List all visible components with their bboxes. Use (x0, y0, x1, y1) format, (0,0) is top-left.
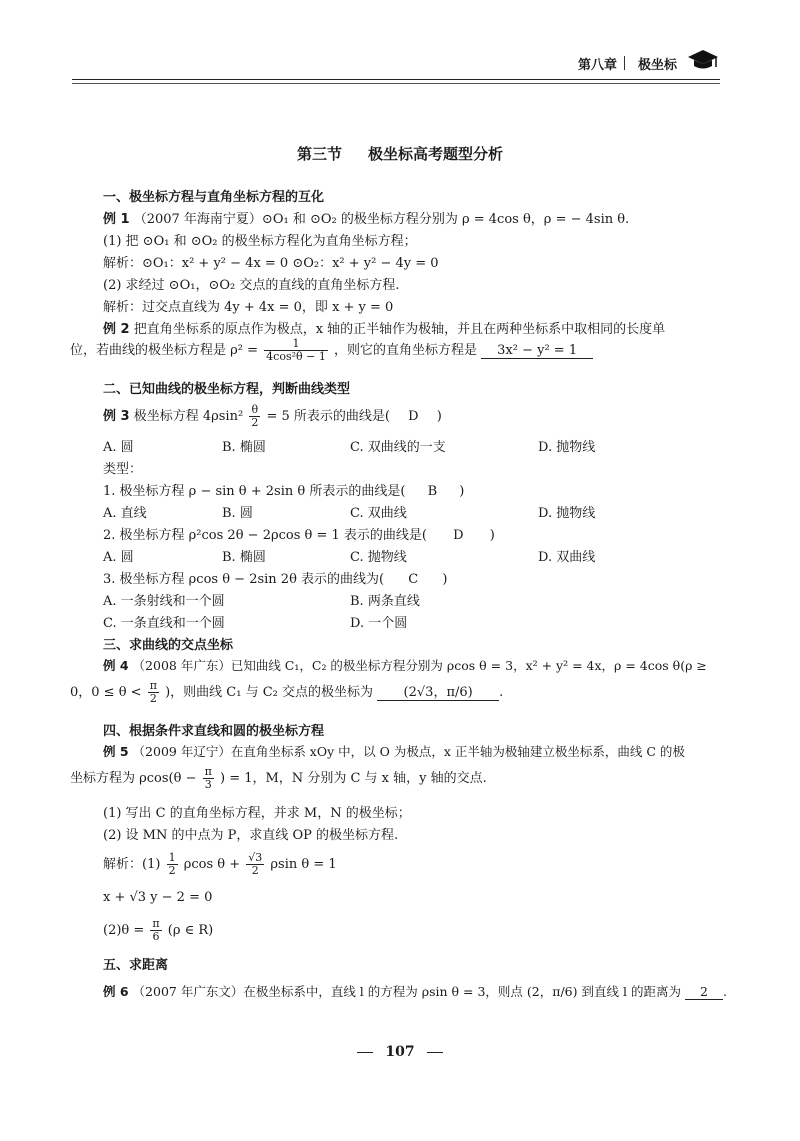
section-heading-2: 二、已知曲线的极坐标方程，判断曲线类型 (103, 382, 351, 397)
question-2-text: 2. 极坐标方程 ρ²cos 2θ − 2ρcos θ = 1 表示的曲线是( (103, 528, 427, 543)
graduation-cap-icon (686, 48, 720, 72)
option-a: A. 直线 (103, 506, 147, 521)
section-heading-1: 一、极坐标方程与直角坐标方程的互化 (103, 190, 325, 205)
example-4-text-b: )，则曲线 C₁ 与 C₂ 交点的极坐标为 (165, 685, 373, 700)
example-3-text-a: 极坐标方程 4ρsin² (133, 409, 244, 424)
example-2-text-a: 位，若曲线的极坐标方程是 ρ² = (70, 343, 259, 358)
period: . (722, 984, 727, 999)
example-6 (103, 982, 727, 1000)
example-1-answer-2: 解析：过交点直线为 4y + 4x = 0，即 x + y = 0 (103, 300, 394, 315)
solution-1 (103, 852, 337, 877)
choice-answer: B (427, 484, 438, 499)
option-a: A. 圆 (103, 550, 134, 565)
header-rule-thin (72, 83, 720, 84)
section-number: 第三节 (296, 145, 342, 163)
choice-answer: D (408, 409, 419, 424)
example-label: 例 5 (103, 744, 129, 759)
paren-close: ) (489, 528, 495, 543)
example-label: 例 2 (103, 322, 130, 337)
solution-label: 解析：(1) (103, 857, 161, 872)
answer-blank: (2√3，π/6) (377, 681, 499, 701)
example-label: 例 1 (103, 212, 130, 227)
solution-1-line-2: x + √3 y − 2 = 0 (103, 890, 213, 905)
section-name: 极坐标高考题型分析 (368, 145, 504, 163)
example-5-question-2: (2) 设 MN 的中点为 P，求直线 OP 的极坐标方程. (103, 828, 399, 843)
option-b: B. 圆 (222, 506, 253, 521)
example-6-point: (2，π/6) (526, 984, 578, 999)
question-1-text: 1. 极坐标方程 ρ − sin θ + 2sin θ 所表示的曲线是( (103, 484, 406, 499)
example-5-text-a: 坐标方程为 ρcos(θ − (70, 771, 197, 786)
choice-answer: C (408, 572, 419, 587)
fraction: $\frac{1}{\text{4cos²θ − 1}}$ (266, 337, 326, 363)
type-label: 类型： (103, 462, 143, 477)
question-3-text: 3. 极坐标方程 ρcos θ − 2sin 2θ 表示的曲线为( (103, 572, 385, 587)
example-1 (103, 208, 629, 227)
page-number: 107 (385, 1044, 415, 1060)
example-1-text: （2007 年海南宁夏）⊙O₁ 和 ⊙O₂ 的极坐标方程分别为 ρ = 4cos θ，ρ = − 4sin θ. (133, 212, 630, 227)
example-label: 例 4 (103, 658, 129, 673)
solution-2-text-a: (2)θ = (103, 923, 145, 938)
answer-blank: 3x² − y² = 1 (481, 343, 593, 359)
example-6-text-b: 到直线 l 的距离为 (581, 984, 681, 999)
paren-close: ) (442, 572, 448, 587)
section-heading-5: 五、求距离 (103, 958, 169, 973)
option-d: D. 抛物线 (538, 506, 596, 521)
footer-dash (357, 1052, 373, 1053)
option-c: C. 抛物线 (350, 550, 407, 565)
answer-blank: 2 (685, 984, 723, 1000)
section-heading-3: 三、求曲线的交点坐标 (103, 638, 234, 653)
question-2 (103, 524, 495, 543)
fraction: $\frac{√3}{2}$ (248, 851, 263, 877)
option-c: C. 双曲线 (350, 506, 407, 521)
header-divider (624, 56, 626, 70)
example-5-line-1 (103, 742, 685, 760)
chapter-title: 极坐标 (638, 58, 678, 73)
fraction: $\frac{1}{2}$ (168, 851, 176, 877)
option-d: D. 一个圆 (350, 616, 408, 631)
example-4-text-a: 0，0 ≤ θ < (70, 685, 142, 700)
example-label: 例 3 (103, 409, 130, 424)
example-1-question-2: (2) 求经过 ⊙O₁，⊙O₂ 交点的直线的直角坐标方程. (103, 278, 400, 293)
fraction: $\frac{\theta}{2}$ (251, 403, 259, 429)
option-c: C. 一条直线和一个圆 (103, 616, 225, 631)
example-5-line-2 (70, 766, 487, 791)
header-rule (72, 79, 720, 80)
example-3-text-b: = 5 所表示的曲线是( (266, 409, 390, 424)
option-b: B. 椭圆 (222, 550, 266, 565)
option-c: C. 双曲线的一支 (350, 440, 446, 455)
question-3 (103, 568, 447, 587)
footer-dash (427, 1052, 443, 1053)
page-title (0, 143, 800, 164)
section-heading-4: 四、根据条件求直线和圆的极坐标方程 (103, 724, 325, 739)
option-a: A. 圆 (103, 440, 134, 455)
option-b: B. 椭圆 (222, 440, 266, 455)
example-5-text: （2009 年辽宁）在直角坐标系 xOy 中，以 O 为极点，x 正半轴为极轴建立极坐标系，曲线 C 的极 (132, 744, 685, 759)
example-2-text: 把直角坐标系的原点作为极点，x 轴的正半轴作为极轴，并且在两种坐标系中取相同的长度单 (133, 322, 666, 337)
example-2-line-1 (103, 318, 665, 337)
solution-2 (103, 918, 213, 943)
example-4-line-1 (103, 656, 707, 674)
example-5-question-1: (1) 写出 C 的直角坐标方程，并求 M，N 的极坐标； (103, 806, 411, 821)
example-3 (103, 404, 442, 429)
solution-text-b: ρcos θ + (183, 857, 241, 872)
example-2-text-b: ，则它的直角坐标方程是 (333, 343, 477, 358)
solution-text-c: ρsin θ = 1 (270, 857, 337, 872)
option-d: D. 双曲线 (538, 550, 596, 565)
question-1 (103, 480, 464, 499)
example-4-text: （2008 年广东）已知曲线 C₁，C₂ 的极坐标方程分别为 ρcos θ = 3，x² + y² = 4x，ρ = 4cos θ(ρ ≥ (132, 658, 707, 673)
choice-answer: D (453, 528, 464, 543)
solution-2-text-b: (ρ ∈ R) (167, 923, 214, 938)
example-5-text-b: ) = 1，M，N 分别为 C 与 x 轴，y 轴的交点. (220, 771, 487, 786)
fraction: $\frac{\pi}{2}$ (149, 679, 157, 705)
option-b: B. 两条直线 (350, 594, 420, 609)
paren-close: ) (459, 484, 465, 499)
fraction: $\frac{\pi}{3}$ (204, 765, 212, 791)
example-1-answer-1: 解析：⊙O₁：x² + y² − 4x = 0 ⊙O₂：x² + y² − 4y = 0 (103, 256, 439, 271)
chapter-label: 第八章 (578, 58, 618, 73)
example-6-text-a: （2007 年广东文）在极坐标系中，直线 l 的方程为 ρsin θ = 3，则点 (132, 984, 523, 999)
example-2-line-2 (70, 338, 593, 363)
option-d: D. 抛物线 (538, 440, 596, 455)
example-label: 例 6 (103, 984, 129, 999)
example-4-line-2: 0，0 ≤ θ < $\frac{\pi}{2}$ )，则曲线 C₁ 与 C₂ 交点的极坐标为 (2√3，π/6) . (70, 679, 504, 705)
page-footer (0, 1044, 800, 1060)
fraction: $\frac{\pi}{6}$ (152, 917, 160, 943)
paren-close: ) (436, 409, 442, 424)
example-1-question-1: (1) 把 ⊙O₁ 和 ⊙O₂ 的极坐标方程化为直角坐标方程； (103, 234, 417, 249)
option-a: A. 一条射线和一个圆 (103, 594, 225, 609)
